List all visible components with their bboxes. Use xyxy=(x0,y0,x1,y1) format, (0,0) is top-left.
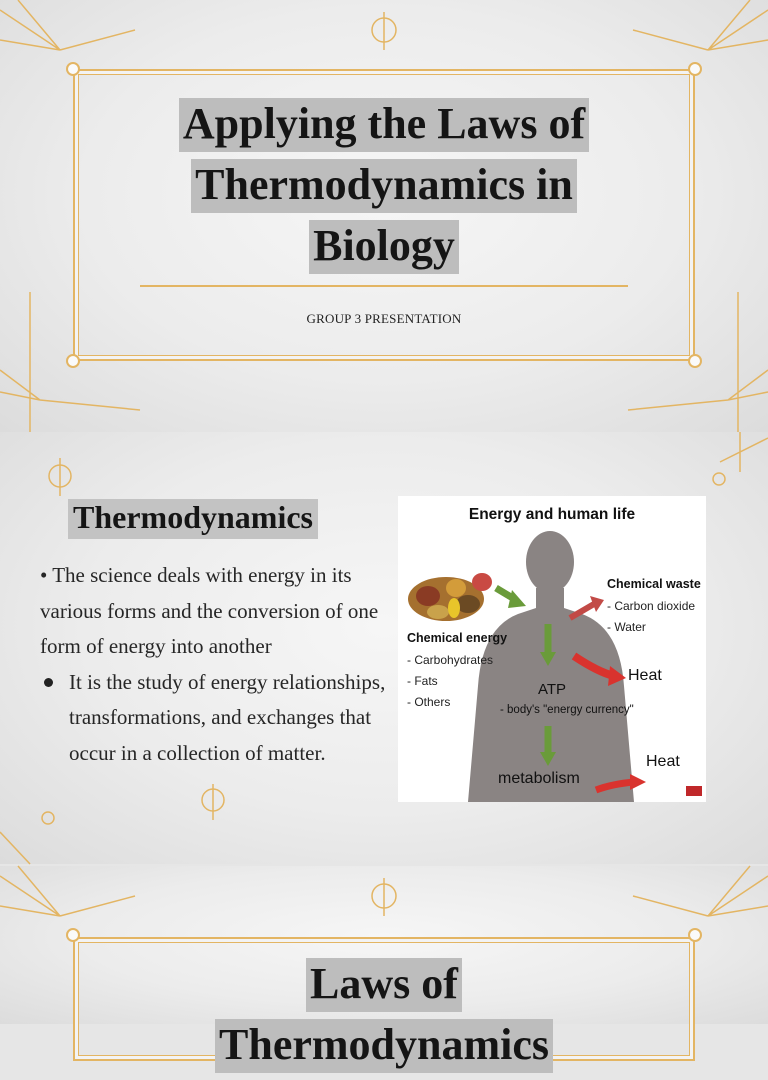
frame-corner-dot xyxy=(688,928,702,942)
frame-corner-dot xyxy=(66,62,80,76)
atp-note: - body's "energy currency" xyxy=(500,704,634,716)
frame-corner-dot xyxy=(688,62,702,76)
chemical-energy-item: - Fats xyxy=(407,674,438,688)
title-line: Applying the Laws of xyxy=(179,98,589,152)
title-slide-partial xyxy=(0,866,768,1069)
paragraph: • The science deals with energy in its various forms and the conversion of one form of energy into another xyxy=(40,563,379,658)
section-heading: Thermodynamics xyxy=(68,499,318,539)
frame-corner-dot xyxy=(66,354,80,368)
energy-human-life-figure xyxy=(398,496,706,802)
chemical-energy-item: - Others xyxy=(407,695,451,709)
page-title xyxy=(0,958,768,1080)
content-slide xyxy=(0,432,768,864)
title-line: Thermodynamics in xyxy=(191,159,577,213)
food-pile-image xyxy=(408,573,492,621)
title-line: Thermodynamics xyxy=(215,1019,553,1073)
figure-title: Energy and human life xyxy=(468,506,636,523)
bullet-item: It is the study of energy relationships, transformations, and exchanges that occur in a collection of matter. xyxy=(40,665,400,772)
chemical-energy-label: Chemical energy xyxy=(407,631,508,645)
chemical-waste-item: - Water xyxy=(607,620,646,634)
atp-label: ATP xyxy=(538,681,567,698)
logo-badge xyxy=(686,786,702,796)
frame-corner-dot xyxy=(688,354,702,368)
heat-label: Heat xyxy=(628,667,662,684)
metabolism-label: metabolism xyxy=(498,770,580,787)
chemical-waste-label: Chemical waste xyxy=(607,577,701,591)
divider xyxy=(140,285,628,287)
body-text xyxy=(40,558,400,771)
chemical-energy-item: - Carbohydrates xyxy=(407,653,494,667)
subtitle: GROUP 3 PRESENTATION xyxy=(306,311,462,326)
chemical-waste-item: - Carbon dioxide xyxy=(607,599,696,613)
title-slide xyxy=(0,0,768,432)
page-title xyxy=(0,98,768,281)
title-line: Biology xyxy=(309,220,459,274)
frame-corner-dot xyxy=(66,928,80,942)
title-line: Laws of xyxy=(306,958,462,1012)
heat-label: Heat xyxy=(646,753,680,770)
